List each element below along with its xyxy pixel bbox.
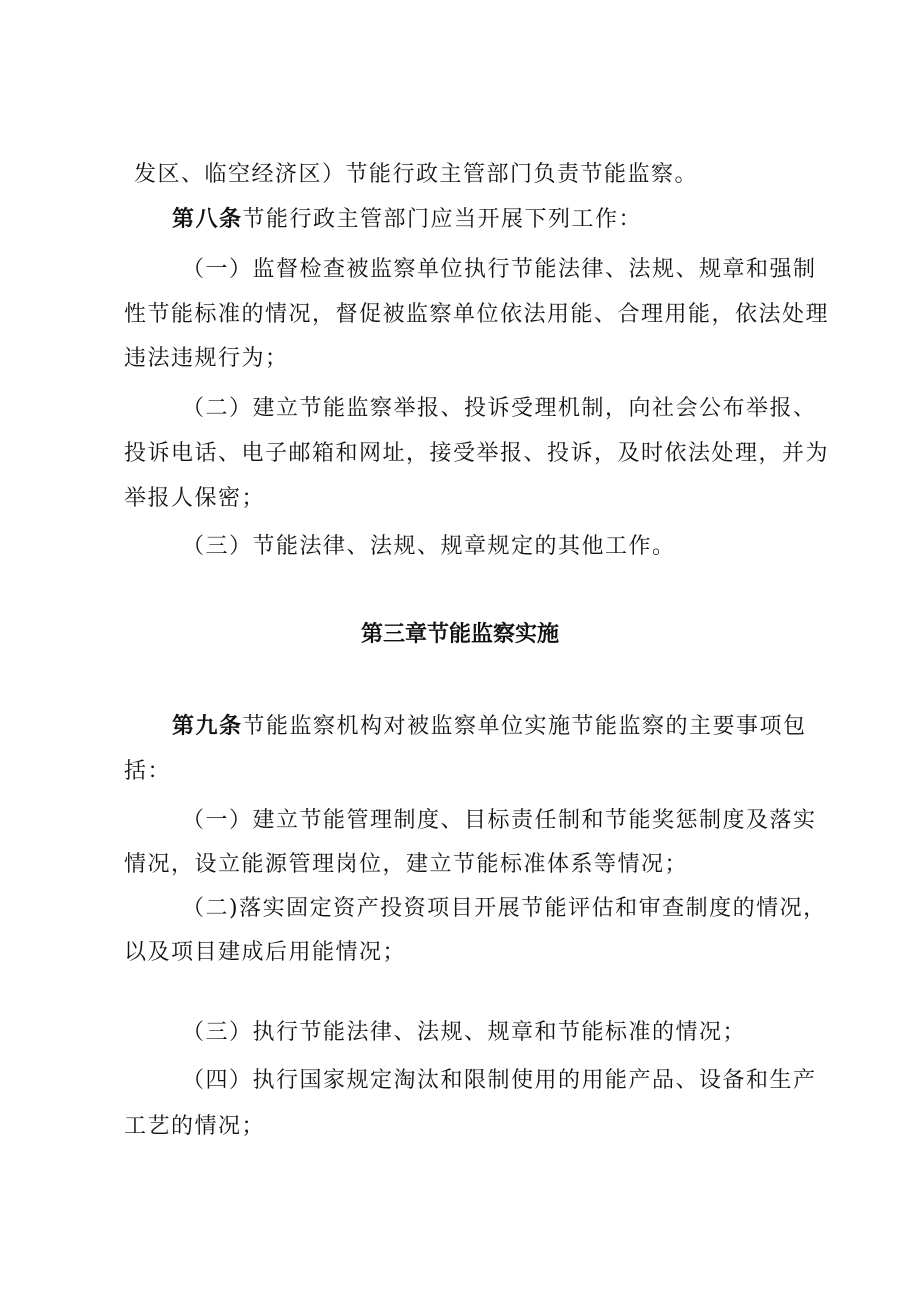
paragraph-line bbox=[182, 394, 817, 424]
paragraph-line bbox=[124, 757, 171, 787]
line-text: 括： bbox=[124, 759, 172, 784]
line-text: （四）执行国家规定淘汰和限制使用的用能产品、设备和生产 bbox=[182, 1068, 817, 1093]
line-text: （三）执行节能法律、法规、规章和节能标准的情况； bbox=[182, 1020, 747, 1045]
line-text: （一）监督检查被监察单位执行节能法律、法规、规章和强制 bbox=[182, 257, 817, 282]
paragraph-line bbox=[124, 1112, 265, 1142]
article-number: 第九条 bbox=[172, 714, 243, 739]
line-text: 发区、临空经济区）节能行政主管部门负责节能监察。 bbox=[134, 162, 699, 187]
line-text: （二）建立节能监察举报、投诉受理机制，向社会公布举报、 bbox=[182, 396, 817, 421]
line-text: 节能监察机构对被监察单位实施节能监察的主要事项包 bbox=[242, 714, 807, 739]
article-9-heading bbox=[172, 712, 807, 742]
paragraph-line bbox=[134, 160, 698, 190]
paragraph-line bbox=[124, 439, 829, 469]
line-text: 违法违规行为； bbox=[124, 346, 289, 371]
line-text: 以及项目建成后用能情况； bbox=[124, 940, 407, 965]
paragraph-line bbox=[124, 850, 688, 880]
paragraph-line bbox=[182, 1066, 817, 1096]
paragraph-line bbox=[124, 300, 829, 330]
line-text: 节能行政主管部门应当开展下列工作： bbox=[242, 207, 643, 232]
paragraph-line bbox=[124, 484, 265, 514]
line-text: 工艺的情况； bbox=[124, 1114, 266, 1139]
line-text: 情况，设立能源管理岗位，建立节能标准体系等情况； bbox=[124, 852, 689, 877]
article-8-heading bbox=[172, 205, 642, 235]
paragraph-line bbox=[124, 344, 289, 374]
line-text: 投诉电话、电子邮箱和网址，接受举报、投诉，及时依法处理，并为 bbox=[124, 441, 830, 466]
line-text: （三）节能法律、法规、规章规定的其他工作。 bbox=[182, 534, 676, 559]
paragraph-line bbox=[182, 1018, 746, 1048]
chapter-title: 第三章节能监察实施 bbox=[360, 622, 559, 647]
line-text: （二)落实固定资产投资项目开展节能评估和审查制度的情况， bbox=[182, 896, 827, 921]
paragraph-line bbox=[182, 532, 676, 562]
paragraph-line bbox=[182, 255, 817, 285]
article-number: 第八条 bbox=[172, 207, 243, 232]
line-text: （一）建立节能管理制度、目标责任制和节能奖惩制度及落实 bbox=[182, 808, 817, 833]
line-text: 举报人保密； bbox=[124, 486, 266, 511]
line-text: 性节能标准的情况，督促被监察单位依法用能、合理用能，依法处理 bbox=[124, 302, 830, 327]
paragraph-line bbox=[182, 894, 827, 924]
paragraph-line bbox=[124, 938, 406, 968]
paragraph-line bbox=[182, 806, 817, 836]
